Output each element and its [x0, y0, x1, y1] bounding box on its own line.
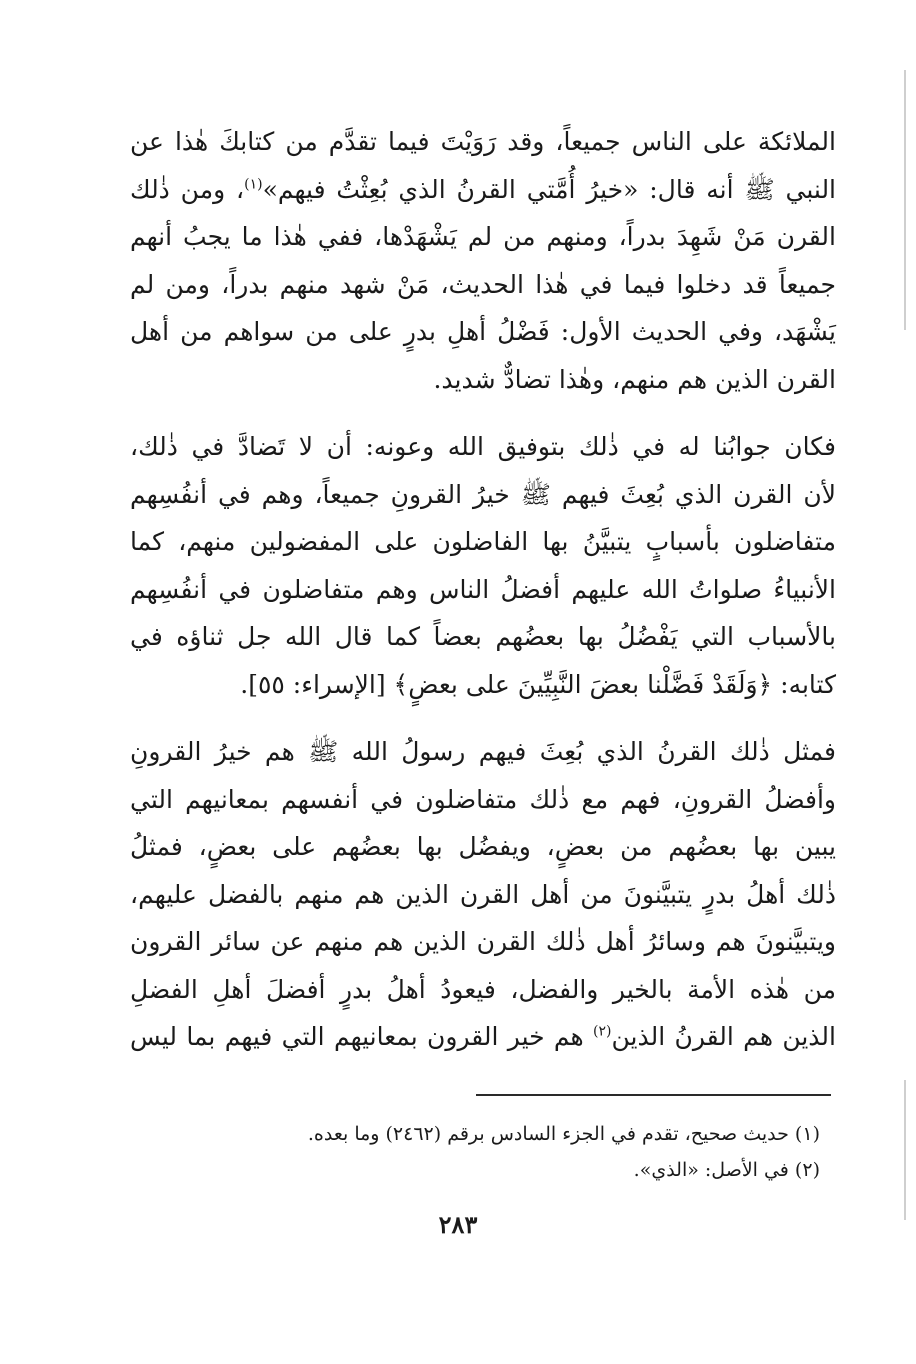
- footnote-ref-2[interactable]: (٢): [593, 1023, 612, 1040]
- text-line: [130, 1013, 836, 1061]
- text-line: [130, 166, 836, 214]
- main-text: [130, 118, 836, 1061]
- text-line: يبين بها بعضُهم من بعضٍ، ويفضُل بها بعضُهم على بعضٍ، فمثلُ: [130, 832, 836, 861]
- text-line: القرن الذين هم منهم، وهٰذا تضادٌّ شديد.: [433, 364, 836, 394]
- paragraph-1: [130, 118, 836, 403]
- footnotes: [120, 1116, 820, 1188]
- footnote-divider: [476, 1094, 831, 1096]
- paragraph-2: [130, 423, 836, 708]
- footnote-ref-1[interactable]: (١): [244, 176, 263, 193]
- text-line: الملائكة على الناس جميعاً، وقد رَوَيْتَ فيما تقدَّم من كتابكَ هٰذا عن: [130, 127, 837, 156]
- footnote-1: (١) حديث صحيح، تقدم في الجزء السادس برقم (٢٤٦٢) وما بعده.: [307, 1123, 820, 1145]
- text-line: وأفضلُ القرونِ، فهم مع ذٰلك متفاضلون في أنفسهم بمعانيهم التي: [130, 784, 836, 814]
- paragraph-3: [130, 728, 836, 1061]
- text-line: فكان جوابُنا له في ذٰلك بتوفيق الله وعونه: أن لا تَضادَّ في ذٰلك،: [130, 432, 836, 461]
- text-segment: النبي ﷺ أنه قال: «خيرُ أُمَّتي القرنُ الذي بُعِثْتُ فيهم»: [262, 174, 837, 204]
- text-line: كتابه: ﴿وَلَقَدْ فَضَّلْنا بعضَ النَّبِيِّينَ على بعضٍ﴾ [الإسراء: ٥٥].: [240, 669, 836, 699]
- scan-edge-mark: [904, 70, 906, 330]
- text-line: لأن القرن الذي بُعِثَ فيهم ﷺ خيرُ القرونِ جميعاً، وهم في أنفُسِهم: [130, 479, 836, 509]
- text-segment: الذين هم القرنُ الذين: [611, 1022, 836, 1051]
- text-line: يَشْهَد، وفي الحديث الأول: فَضْلُ أهلِ بدرٍ على من سواهم من أهل: [130, 317, 836, 346]
- page-number: ٢٨٣: [438, 1210, 478, 1239]
- footnote-2: (٢) في الأصل: «الذي».: [633, 1159, 820, 1181]
- text-line: من هٰذه الأمة بالخير والفضل، فيعودُ أهلُ بدرٍ أفضلَ أهلِ الفضلِ: [130, 974, 836, 1004]
- text-line: فمثل ذٰلك القرنُ الذي بُعِثَ فيهم رسولُ الله ﷺ هم خيرُ القرونِ: [130, 737, 836, 766]
- text-line: جميعاً قد دخلوا فيما في هٰذا الحديث، مَنْ شهد منهم بدراً، ومن لم: [130, 269, 836, 299]
- text-line: ويتبيَّنونَ هم وسائرُ أهل ذٰلك القرن الذين هم منهم عن سائر القرون: [130, 927, 836, 956]
- text-segment: ، ومن ذٰلك: [130, 174, 245, 204]
- text-segment: هم خير القرون بمعانيهم التي فيهم بما ليس: [130, 1022, 594, 1051]
- text-line: متفاضلون بأسبابٍ يتبيَّنُ بها الفاضلون على المفضولين منهم، كما: [130, 527, 836, 556]
- text-line: الأنبياءُ صلواتُ الله عليهم أفضلُ الناس وهم متفاضلون في أنفُسِهم: [130, 574, 836, 604]
- text-line: القرن مَنْ شَهِدَ بدراً، ومنهم من لم يَشْهَدْها، ففي هٰذا ما يجبُ أنهم: [130, 222, 836, 251]
- scan-edge-mark: [904, 1080, 906, 1220]
- text-line: بالأسباب التي يَفْضُلُ بها بعضُهم بعضاً كما قال الله جل ثناؤه في: [130, 622, 836, 651]
- text-line: ذٰلك أهلُ بدرٍ يتبيَّنونَ من أهل القرن الذين هم منهم بالفضل عليهم،: [130, 879, 836, 909]
